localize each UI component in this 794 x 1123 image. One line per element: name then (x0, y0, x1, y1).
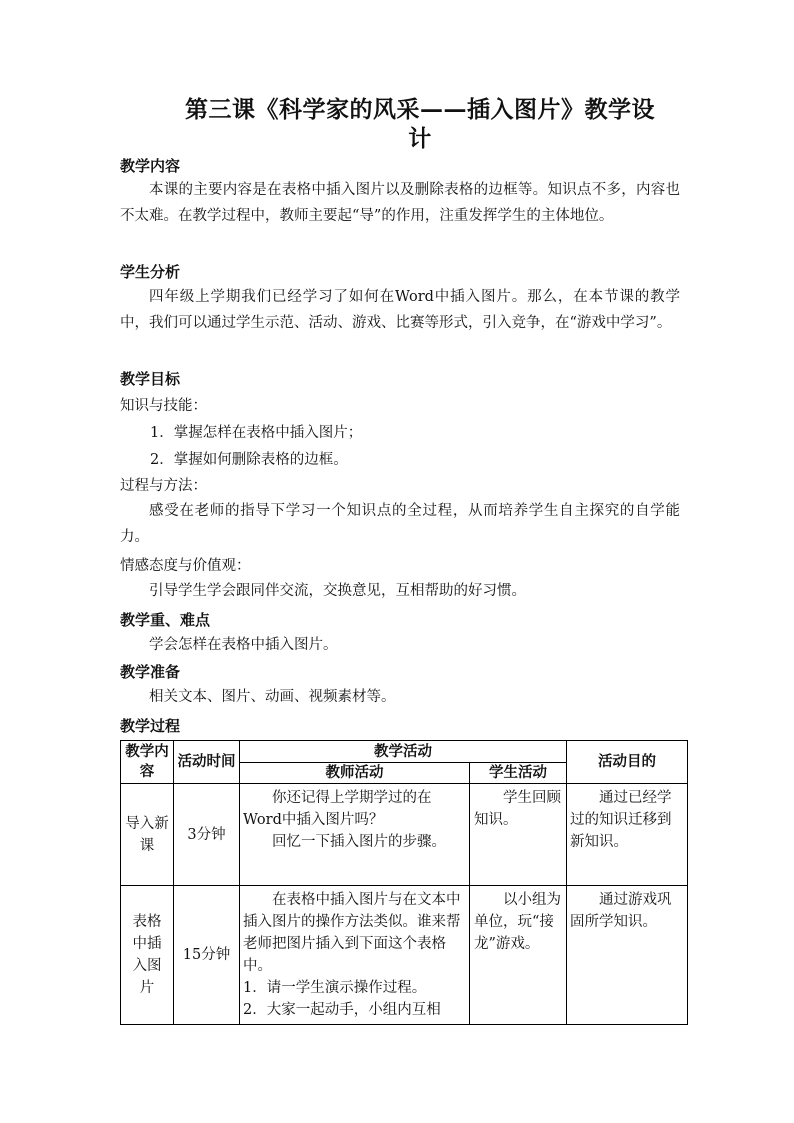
row-purpose: 通过已经学过的知识迁移到新知识。 (567, 784, 688, 886)
row-teacher-activity (240, 784, 470, 886)
section-heading-preparation: 教学准备 (120, 663, 181, 681)
teacher-activity-paragraph: 回忆一下插入图片的步骤。 (272, 834, 446, 850)
header-student: 学生活动 (470, 763, 567, 784)
teacher-activity-step: 2．大家一起动手，小组内互相 (243, 1002, 441, 1018)
teacher-activity-paragraph: 你还记得上学期学过的在Word中插入图片吗？ (243, 790, 432, 828)
table-row (121, 784, 688, 886)
header-content: 教学内容 (121, 741, 174, 784)
row-time: 3分钟 (174, 784, 240, 886)
lesson-process-table (120, 740, 688, 1025)
section-heading-analysis: 学生分析 (120, 263, 181, 281)
goals-emotion-text: 引导学生学会跟同伴交流，交换意见，互相帮助的好习惯。 (149, 583, 526, 599)
header-purpose: 活动目的 (567, 741, 688, 784)
section-heading-content: 教学内容 (120, 157, 181, 175)
document-title-line-1: 第三课《科学家的风采——插入图片》教学设 (185, 96, 655, 123)
row-content: 表格中插入图片 (121, 886, 174, 1025)
header-teacher: 教师活动 (240, 763, 470, 784)
teacher-activity-paragraph: 在表格中插入图片与在文本中插入图片的操作方法类似。谁来帮老师把图片插入到下面这个表格中。 (243, 892, 461, 974)
row-time: 15分钟 (174, 886, 240, 1025)
section-text-analysis: 四年级上学期我们已经学习了如何在Word中插入图片。那么，在本节课的教学中，我们可以通过学生示范、活动、游戏、比赛等形式，引入竞争，在“游戏中学习”。 (120, 289, 680, 331)
goals-process-text: 感受在老师的指导下学习一个知识点的全过程，从而培养学生自主探究的自学能力。 (120, 503, 680, 545)
section-heading-process: 教学过程 (120, 717, 181, 735)
goals-process-label: 过程与方法： (120, 478, 207, 494)
section-text-key-points: 学会怎样在表格中插入图片。 (149, 637, 338, 653)
section-text-preparation: 相关文本、图片、动画、视频素材等。 (149, 689, 396, 705)
header-time: 活动时间 (174, 741, 240, 784)
goals-knowledge-label: 知识与技能： (120, 398, 207, 414)
section-heading-goals: 教学目标 (120, 370, 181, 388)
section-text-content: 本课的主要内容是在表格中插入图片以及删除表格的边框等。知识点不多，内容也不太难。在教学过程中，教师主要起“导”的作用，注重发挥学生的主体地位。 (120, 182, 680, 224)
header-activity: 教学活动 (240, 741, 567, 763)
goals-emotion-label: 情感态度与价值观： (120, 558, 251, 574)
row-content: 导入新课 (121, 784, 174, 886)
table-header-row (121, 741, 688, 763)
row-purpose: 通过游戏巩固所学知识。 (567, 886, 688, 1025)
goals-knowledge-item-2: 2．掌握如何删除表格的边框。 (150, 452, 348, 468)
table-row (121, 886, 688, 1025)
row-student-activity: 以小组为单位，玩“接龙”游戏。 (470, 886, 567, 1025)
document-title-line-2: 计 (408, 125, 432, 152)
row-teacher-activity (240, 886, 470, 1025)
section-heading-key-points: 教学重、难点 (120, 611, 211, 629)
goals-knowledge-item-1: 1．掌握怎样在表格中插入图片； (150, 425, 363, 441)
row-student-activity: 学生回顾知识。 (470, 784, 567, 886)
teacher-activity-step: 1．请一学生演示操作过程。 (243, 980, 427, 996)
